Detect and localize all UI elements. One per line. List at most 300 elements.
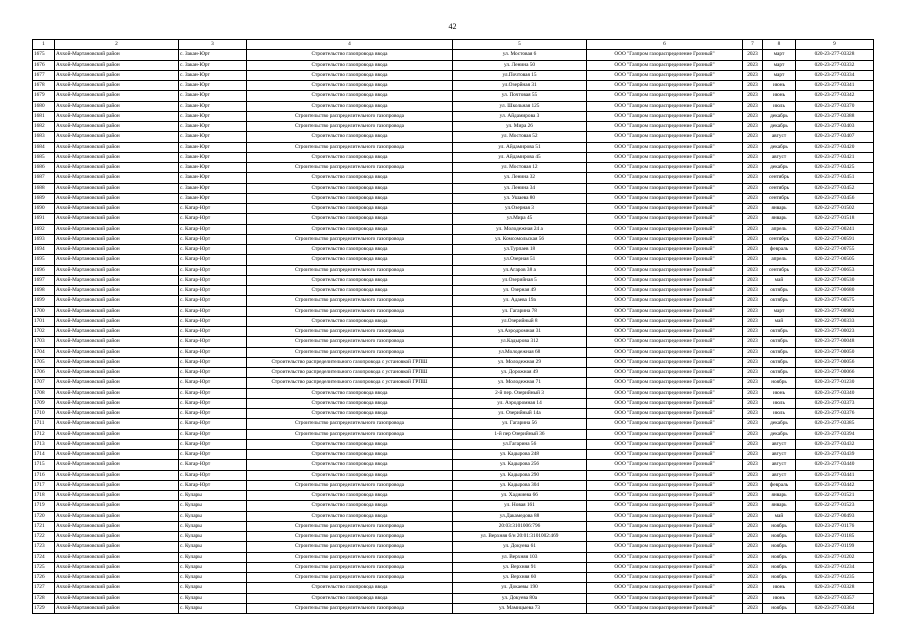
- district-cell: Ачхой-Мартановский район: [55, 214, 179, 224]
- year-cell: 2023: [743, 163, 763, 173]
- organization-cell: ООО "Газпром газораспределение Грозный": [587, 511, 743, 521]
- address-cell: ул. Комсомольская 56: [453, 234, 587, 244]
- header-cell: 4: [247, 40, 453, 50]
- district-cell: Ачхой-Мартановский район: [55, 378, 179, 388]
- work-type-cell: Строительство распределительного газопровода: [247, 552, 453, 562]
- row-number-cell: 1708: [33, 388, 55, 398]
- month-cell: август: [763, 450, 796, 460]
- month-cell: январь: [763, 491, 796, 501]
- year-cell: 2023: [743, 142, 763, 152]
- year-cell: 2023: [743, 398, 763, 408]
- code-cell: 020-23-277-03442: [796, 480, 874, 490]
- table-row: [33, 511, 874, 521]
- row-number-cell: 1713: [33, 439, 55, 449]
- month-cell: май: [763, 511, 796, 521]
- year-cell: 2023: [743, 234, 763, 244]
- year-cell: 2023: [743, 562, 763, 572]
- organization-cell: ООО "Газпром газораспределение Грозный": [587, 470, 743, 480]
- month-cell: сентябрь: [763, 183, 796, 193]
- code-cell: 020-22-277-01502: [796, 204, 874, 214]
- work-type-cell: Строительство распределительного газопровода с установкой ГРПШ: [247, 368, 453, 378]
- settlement-cell: с. Закан-Юрт: [179, 152, 247, 162]
- address-cell: ул.Озерная 51: [453, 255, 587, 265]
- address-cell: ул.Озерная 3: [453, 204, 587, 214]
- month-cell: март: [763, 50, 796, 60]
- work-type-cell: Строительство газопровода ввода: [247, 204, 453, 214]
- code-cell: 020-23-277-03376: [796, 409, 874, 419]
- work-type-cell: Строительство газопровода ввода: [247, 183, 453, 193]
- organization-cell: ООО "Газпром газораспределение Грозный": [587, 275, 743, 285]
- work-type-cell: Строительство распределительного газопровода с установкой ГРПШ: [247, 357, 453, 367]
- row-number-cell: 1720: [33, 511, 55, 521]
- address-cell: ул. Хаджиева 66: [453, 491, 587, 501]
- table-row: [33, 460, 874, 470]
- month-cell: декабрь: [763, 429, 796, 439]
- organization-cell: ООО "Газпром газораспределение Грозный": [587, 91, 743, 101]
- organization-cell: ООО "Газпром газораспределение Грозный": [587, 132, 743, 142]
- table-row: [33, 501, 874, 511]
- code-cell: 020-23-277-03441: [796, 470, 874, 480]
- address-cell: 20:03:3101006:796: [453, 521, 587, 531]
- month-cell: апрель: [763, 224, 796, 234]
- table-row: [33, 81, 874, 91]
- organization-cell: ООО "Газпром газораспределение Грозный": [587, 306, 743, 316]
- organization-cell: ООО "Газпром газораспределение Грозный": [587, 214, 743, 224]
- district-cell: Ачхой-Мартановский район: [55, 234, 179, 244]
- address-cell: ул.Озерийный 8: [453, 316, 587, 326]
- address-cell: ул. Кадырова 256: [453, 460, 587, 470]
- settlement-cell: с. Закан-Юрт: [179, 91, 247, 101]
- table-row: [33, 163, 874, 173]
- organization-cell: ООО "Газпром газораспределение Грозный": [587, 480, 743, 490]
- address-cell: ул. Гагарина 56: [453, 419, 587, 429]
- year-cell: 2023: [743, 296, 763, 306]
- work-type-cell: Строительство газопровода ввода: [247, 460, 453, 470]
- table-row: [33, 60, 874, 70]
- work-type-cell: Строительство распределительного газопровода: [247, 419, 453, 429]
- work-type-cell: Строительство распределительного газопровода: [247, 562, 453, 572]
- year-cell: 2023: [743, 388, 763, 398]
- organization-cell: ООО "Газпром газораспределение Грозный": [587, 122, 743, 132]
- year-cell: 2023: [743, 306, 763, 316]
- settlement-cell: с. Катар-Юрт: [179, 224, 247, 234]
- row-number-cell: 1684: [33, 142, 55, 152]
- month-cell: октябрь: [763, 357, 796, 367]
- district-cell: Ачхой-Мартановский район: [55, 224, 179, 234]
- code-cell: 020-23-277-03451: [796, 173, 874, 183]
- table-row: [33, 480, 874, 490]
- row-number-cell: 1677: [33, 70, 55, 80]
- row-number-cell: 1715: [33, 460, 55, 470]
- work-type-cell: Строительство газопровода ввода: [247, 245, 453, 255]
- month-cell: ноябрь: [763, 573, 796, 583]
- code-cell: 020-23-277-01176: [796, 521, 874, 531]
- district-cell: Ачхой-Мартановский район: [55, 101, 179, 111]
- address-cell: ул.Дакамедова 88: [453, 511, 587, 521]
- address-cell: ул. Мостовая 52: [453, 132, 587, 142]
- address-cell: ул. Верхняя б/н 20:01:3101002:469: [453, 532, 587, 542]
- work-type-cell: Строительство газопровода ввода: [247, 388, 453, 398]
- month-cell: март: [763, 70, 796, 80]
- code-cell: 020-23-277-01199: [796, 542, 874, 552]
- month-cell: ноябрь: [763, 562, 796, 572]
- district-cell: Ачхой-Мартановский район: [55, 501, 179, 511]
- code-cell: 020-23-277-00056: [796, 357, 874, 367]
- settlement-cell: с. Закан-Юрт: [179, 81, 247, 91]
- settlement-cell: с. Кулары: [179, 593, 247, 603]
- district-cell: Ачхой-Мартановский район: [55, 532, 179, 542]
- work-type-cell: Строительство газопровода ввода: [247, 152, 453, 162]
- district-cell: Ачхой-Мартановский район: [55, 470, 179, 480]
- row-number-cell: 1699: [33, 296, 55, 306]
- district-cell: Ачхой-Мартановский район: [55, 286, 179, 296]
- month-cell: январь: [763, 204, 796, 214]
- organization-cell: ООО "Газпром газораспределение Грозный": [587, 327, 743, 337]
- table-row: [33, 419, 874, 429]
- address-cell: ул. Айдамирова 3: [453, 111, 587, 121]
- district-cell: Ачхой-Мартановский район: [55, 583, 179, 593]
- settlement-cell: с. Катар-Юрт: [179, 255, 247, 265]
- table-row: [33, 521, 874, 531]
- code-cell: 020-22-277-00505: [796, 255, 874, 265]
- settlement-cell: с. Катар-Юрт: [179, 368, 247, 378]
- code-cell: 020-23-277-03357: [796, 593, 874, 603]
- address-cell: ул. Дорожная 49: [453, 368, 587, 378]
- year-cell: 2023: [743, 511, 763, 521]
- address-cell: ул. Верхняя 60: [453, 573, 587, 583]
- row-number-cell: 1722: [33, 532, 55, 542]
- month-cell: сентябрь: [763, 193, 796, 203]
- row-number-cell: 1701: [33, 316, 55, 326]
- code-cell: 020-23-277-03456: [796, 193, 874, 203]
- year-cell: 2023: [743, 491, 763, 501]
- month-cell: декабрь: [763, 419, 796, 429]
- year-cell: 2023: [743, 132, 763, 142]
- table-row: [33, 224, 874, 234]
- row-number-cell: 1709: [33, 398, 55, 408]
- district-cell: Ачхой-Мартановский район: [55, 204, 179, 214]
- table-row: [33, 327, 874, 337]
- organization-cell: ООО "Газпром газораспределение Грозный": [587, 234, 743, 244]
- district-cell: Ачхой-Мартановский район: [55, 152, 179, 162]
- row-number-cell: 1717: [33, 480, 55, 490]
- district-cell: Ачхой-Мартановский район: [55, 111, 179, 121]
- month-cell: декабрь: [763, 163, 796, 173]
- organization-cell: ООО "Газпром газораспределение Грозный": [587, 439, 743, 449]
- district-cell: Ачхой-Мартановский район: [55, 245, 179, 255]
- work-type-cell: Строительство распределительного газопровода: [247, 306, 453, 316]
- work-type-cell: Строительство газопровода ввода: [247, 398, 453, 408]
- district-cell: Ачхой-Мартановский район: [55, 296, 179, 306]
- settlement-cell: с. Катар-Юрт: [179, 409, 247, 419]
- settlement-cell: с. Катар-Юрт: [179, 357, 247, 367]
- work-type-cell: Строительство распределительного газопровода: [247, 573, 453, 583]
- code-cell: 020-23-277-00066: [796, 368, 874, 378]
- code-cell: 020-22-277-00680: [796, 286, 874, 296]
- work-type-cell: Строительство газопровода ввода: [247, 91, 453, 101]
- month-cell: январь: [763, 214, 796, 224]
- organization-cell: ООО "Газпром газораспределение Грозный": [587, 583, 743, 593]
- month-cell: декабрь: [763, 111, 796, 121]
- row-number-cell: 1678: [33, 81, 55, 91]
- address-cell: ул. Ленина 34: [453, 183, 587, 193]
- code-cell: 020-23-277-03328: [796, 583, 874, 593]
- organization-cell: ООО "Газпром газораспределение Грозный": [587, 491, 743, 501]
- table-row: [33, 173, 874, 183]
- address-cell: ул. Кадырова 248: [453, 450, 587, 460]
- table-row: [33, 398, 874, 408]
- district-cell: Ачхой-Мартановский район: [55, 81, 179, 91]
- settlement-cell: с. Катар-Юрт: [179, 234, 247, 244]
- organization-cell: ООО "Газпром газораспределение Грозный": [587, 286, 743, 296]
- settlement-cell: с. Кулары: [179, 491, 247, 501]
- month-cell: ноябрь: [763, 552, 796, 562]
- district-cell: Ачхой-Мартановский район: [55, 327, 179, 337]
- work-type-cell: Строительство распределительного газопровода: [247, 521, 453, 531]
- settlement-cell: с. Катар-Юрт: [179, 204, 247, 214]
- month-cell: август: [763, 132, 796, 142]
- organization-cell: ООО "Газпром газораспределение Грозный": [587, 81, 743, 91]
- organization-cell: ООО "Газпром газораспределение Грозный": [587, 562, 743, 572]
- code-cell: 020-23-277-00982: [796, 306, 874, 316]
- address-cell: ул. Мостовая 6: [453, 50, 587, 60]
- district-cell: Ачхой-Мартановский район: [55, 552, 179, 562]
- settlement-cell: с. Катар-Юрт: [179, 388, 247, 398]
- settlement-cell: с. Закан-Юрт: [179, 122, 247, 132]
- work-type-cell: Строительство газопровода ввода: [247, 101, 453, 111]
- address-cell: ул. Озерийный 14а: [453, 409, 587, 419]
- row-number-cell: 1687: [33, 173, 55, 183]
- table-row: [33, 193, 874, 203]
- row-number-cell: 1679: [33, 91, 55, 101]
- organization-cell: ООО "Газпром газораспределение Грозный": [587, 378, 743, 388]
- district-cell: Ачхой-Мартановский район: [55, 511, 179, 521]
- year-cell: 2023: [743, 214, 763, 224]
- address-cell: ул. Кадырова 290: [453, 470, 587, 480]
- work-type-cell: Строительство газопровода ввода: [247, 132, 453, 142]
- row-number-cell: 1726: [33, 573, 55, 583]
- work-type-cell: Строительство газопровода ввода: [247, 409, 453, 419]
- code-cell: 020-23-277-03373: [796, 398, 874, 408]
- year-cell: 2023: [743, 429, 763, 439]
- work-type-cell: Строительство газопровода ввода: [247, 470, 453, 480]
- district-cell: Ачхой-Мартановский район: [55, 132, 179, 142]
- settlement-cell: с. Кулары: [179, 583, 247, 593]
- address-cell: ул. Озерная 49: [453, 286, 587, 296]
- month-cell: сентябрь: [763, 265, 796, 275]
- district-cell: Ачхой-Мартановский район: [55, 306, 179, 316]
- header-cell: 7: [743, 40, 763, 50]
- row-number-cell: 1690: [33, 204, 55, 214]
- address-cell: ул. Мамицыева 73: [453, 603, 587, 613]
- settlement-cell: с. Закан-Юрт: [179, 70, 247, 80]
- row-number-cell: 1711: [33, 419, 55, 429]
- organization-cell: ООО "Газпром газораспределение Грозный": [587, 357, 743, 367]
- row-number-cell: 1693: [33, 234, 55, 244]
- district-cell: Ачхой-Мартановский район: [55, 142, 179, 152]
- work-type-cell: Строительство распределительного газопровода: [247, 337, 453, 347]
- code-cell: 020-23-277-03385: [796, 419, 874, 429]
- year-cell: 2023: [743, 593, 763, 603]
- year-cell: 2023: [743, 480, 763, 490]
- year-cell: 2023: [743, 439, 763, 449]
- settlement-cell: с. Кулары: [179, 532, 247, 542]
- row-number-cell: 1692: [33, 224, 55, 234]
- settlement-cell: с. Закан-Юрт: [179, 142, 247, 152]
- row-number-cell: 1681: [33, 111, 55, 121]
- table-row: [33, 255, 874, 265]
- year-cell: 2023: [743, 470, 763, 480]
- code-cell: 020-22-277-00653: [796, 265, 874, 275]
- table-row: [33, 357, 874, 367]
- district-cell: Ачхой-Мартановский район: [55, 542, 179, 552]
- code-cell: 020-23-277-01185: [796, 532, 874, 542]
- year-cell: 2023: [743, 327, 763, 337]
- organization-cell: ООО "Газпром газораспределение Грозный": [587, 70, 743, 80]
- district-cell: Ачхой-Мартановский район: [55, 409, 179, 419]
- code-cell: 020-23-277-03364: [796, 603, 874, 613]
- district-cell: Ачхой-Мартановский район: [55, 122, 179, 132]
- year-cell: 2023: [743, 501, 763, 511]
- work-type-cell: Строительство распределительного газопровода: [247, 327, 453, 337]
- district-cell: Ачхой-Мартановский район: [55, 183, 179, 193]
- year-cell: 2023: [743, 378, 763, 388]
- district-cell: Ачхой-Мартановский район: [55, 316, 179, 326]
- month-cell: октябрь: [763, 327, 796, 337]
- district-cell: Ачхой-Мартановский район: [55, 60, 179, 70]
- code-cell: 020-23-277-03425: [796, 163, 874, 173]
- address-cell: ул.Молодежная 68: [453, 347, 587, 357]
- row-number-cell: 1686: [33, 163, 55, 173]
- settlement-cell: с. Катар-Юрт: [179, 286, 247, 296]
- month-cell: август: [763, 460, 796, 470]
- year-cell: 2023: [743, 204, 763, 214]
- code-cell: 020-23-277-03403: [796, 122, 874, 132]
- address-cell: ул. Верхняя 103: [453, 552, 587, 562]
- table-row: [33, 204, 874, 214]
- district-cell: Ачхой-Мартановский район: [55, 347, 179, 357]
- district-cell: Ачхой-Мартановский район: [55, 460, 179, 470]
- district-cell: Ачхой-Мартановский район: [55, 521, 179, 531]
- organization-cell: ООО "Газпром газораспределение Грозный": [587, 163, 743, 173]
- work-type-cell: Строительство распределительного газопровода: [247, 542, 453, 552]
- month-cell: июнь: [763, 593, 796, 603]
- year-cell: 2023: [743, 583, 763, 593]
- row-number-cell: 1682: [33, 122, 55, 132]
- month-cell: июнь: [763, 388, 796, 398]
- work-type-cell: Строительство распределительного газопровода: [247, 122, 453, 132]
- address-cell: ул.Почтовая 15: [453, 70, 587, 80]
- code-cell: 020-23-277-03439: [796, 450, 874, 460]
- year-cell: 2023: [743, 450, 763, 460]
- row-number-cell: 1710: [33, 409, 55, 419]
- row-number-cell: 1676: [33, 60, 55, 70]
- address-cell: ул. Докуева 80а: [453, 593, 587, 603]
- work-type-cell: Строительство газопровода ввода: [247, 214, 453, 224]
- table-row: [33, 286, 874, 296]
- district-cell: Ачхой-Мартановский район: [55, 265, 179, 275]
- code-cell: 020-22-277-00241: [796, 224, 874, 234]
- year-cell: 2023: [743, 91, 763, 101]
- month-cell: июль: [763, 398, 796, 408]
- address-cell: ул.Кадырова 312: [453, 337, 587, 347]
- district-cell: Ачхой-Мартановский район: [55, 562, 179, 572]
- work-type-cell: Строительство газопровода ввода: [247, 501, 453, 511]
- table-row: [33, 337, 874, 347]
- table-row: [33, 111, 874, 121]
- work-type-cell: Строительство газопровода ввода: [247, 255, 453, 265]
- year-cell: 2023: [743, 347, 763, 357]
- year-cell: 2023: [743, 255, 763, 265]
- header-cell: 3: [179, 40, 247, 50]
- table-row: [33, 70, 874, 80]
- code-cell: 020-22-277-00530: [796, 275, 874, 285]
- code-cell: 020-23-277-03341: [796, 81, 874, 91]
- address-cell: 2-й пер. Озерийный 3: [453, 388, 587, 398]
- district-cell: Ачхой-Мартановский район: [55, 593, 179, 603]
- code-cell: 020-23-277-03394: [796, 429, 874, 439]
- settlement-cell: с. Катар-Юрт: [179, 296, 247, 306]
- month-cell: октябрь: [763, 347, 796, 357]
- settlement-cell: с. Катар-Юрт: [179, 480, 247, 490]
- row-number-cell: 1683: [33, 132, 55, 142]
- work-type-cell: Строительство газопровода ввода: [247, 275, 453, 285]
- row-number-cell: 1680: [33, 101, 55, 111]
- table-row: [33, 593, 874, 603]
- organization-cell: ООО "Газпром газораспределение Грозный": [587, 603, 743, 613]
- organization-cell: ООО "Газпром газораспределение Грозный": [587, 224, 743, 234]
- table-row: [33, 50, 874, 60]
- table-row: [33, 542, 874, 552]
- address-cell: ул. Докуева 61: [453, 542, 587, 552]
- row-number-cell: 1702: [33, 327, 55, 337]
- row-number-cell: 1728: [33, 593, 55, 603]
- table-row: [33, 91, 874, 101]
- table-row: [33, 245, 874, 255]
- address-cell: ул.Озерйная 31: [453, 81, 587, 91]
- address-cell: ул. Школьная 125: [453, 101, 587, 111]
- row-number-cell: 1685: [33, 152, 55, 162]
- settlement-cell: с. Закан-Юрт: [179, 50, 247, 60]
- table-row: [33, 470, 874, 480]
- address-cell: ул.Агаров 38 а: [453, 265, 587, 275]
- table-row: [33, 306, 874, 316]
- table-row: [33, 429, 874, 439]
- work-type-cell: Строительство распределительного газопровода: [247, 163, 453, 173]
- row-number-cell: 1697: [33, 275, 55, 285]
- code-cell: 020-23-277-01235: [796, 573, 874, 583]
- district-cell: Ачхой-Мартановский район: [55, 388, 179, 398]
- row-number-cell: 1675: [33, 50, 55, 60]
- table-row: [33, 378, 874, 388]
- year-cell: 2023: [743, 542, 763, 552]
- month-cell: октябрь: [763, 296, 796, 306]
- table-row: [33, 562, 874, 572]
- settlement-cell: с. Закан-Юрт: [179, 183, 247, 193]
- year-cell: 2023: [743, 521, 763, 531]
- header-cell: 1: [33, 40, 55, 50]
- row-number-cell: 1727: [33, 583, 55, 593]
- organization-cell: ООО "Газпром газораспределение Грозный": [587, 409, 743, 419]
- organization-cell: ООО "Газпром газораспределение Грозный": [587, 265, 743, 275]
- organization-cell: ООО "Газпром газораспределение Грозный": [587, 255, 743, 265]
- settlement-cell: с. Катар-Юрт: [179, 439, 247, 449]
- year-cell: 2023: [743, 193, 763, 203]
- address-cell: ул. Айдамирова 45: [453, 152, 587, 162]
- month-cell: октябрь: [763, 368, 796, 378]
- table-row: [33, 275, 874, 285]
- organization-cell: ООО "Газпром газораспределение Грозный": [587, 193, 743, 203]
